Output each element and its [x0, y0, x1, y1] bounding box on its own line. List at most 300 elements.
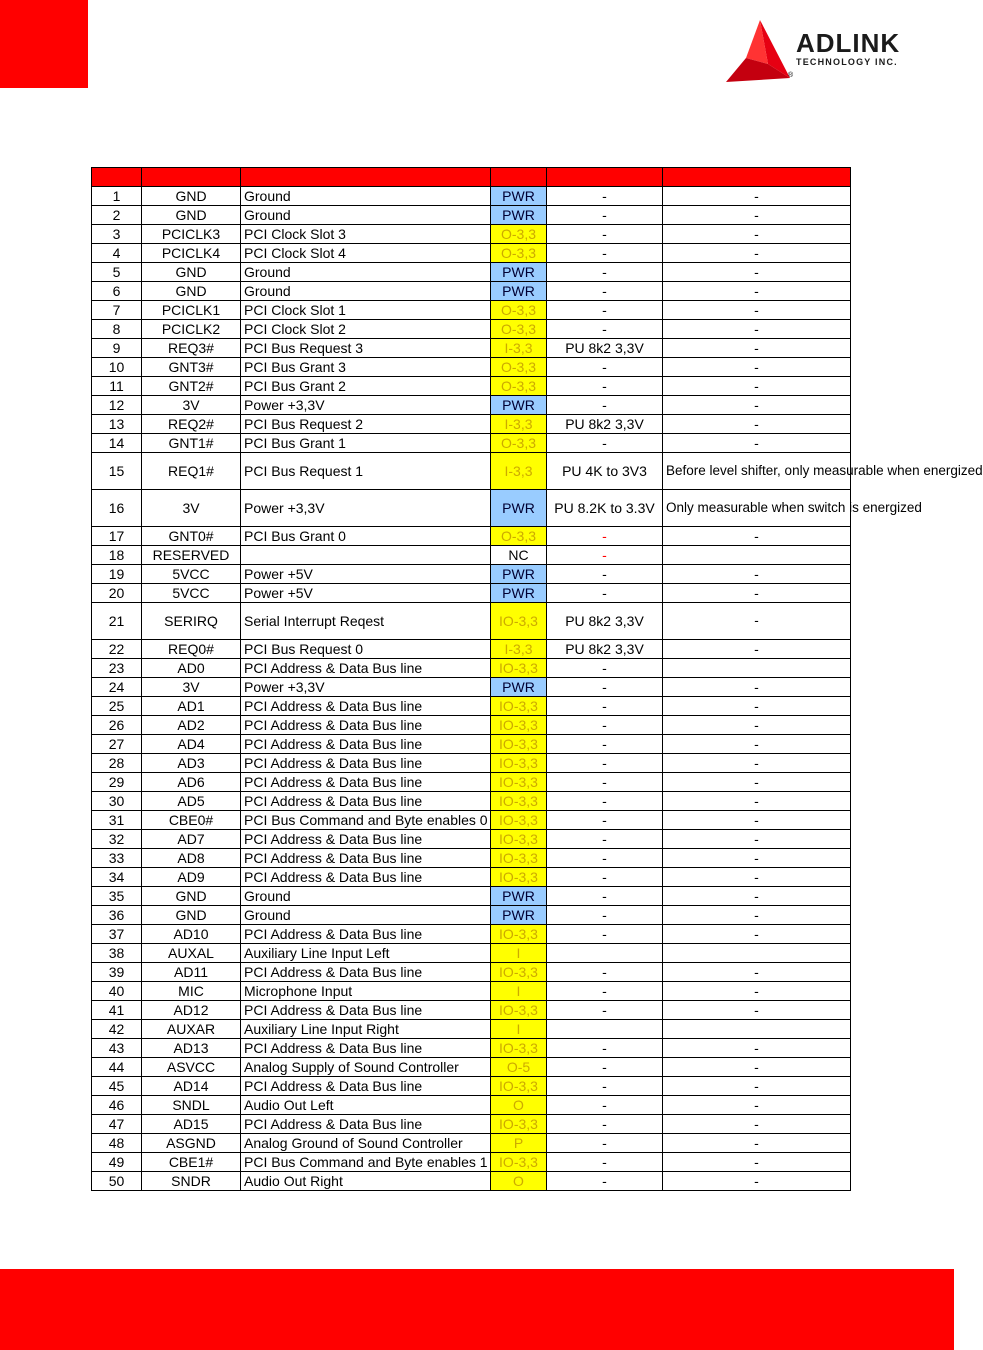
comment-cell: Before level shifter, only measurable when energized [663, 453, 851, 490]
header-comment [663, 168, 851, 187]
comment-cell: - [663, 716, 851, 735]
termination-cell: - [547, 1001, 663, 1020]
termination-cell: - [547, 906, 663, 925]
comment-cell: - [663, 792, 851, 811]
type-cell: IO-3,3 [491, 1077, 547, 1096]
description-cell: PCI Bus Request 0 [241, 640, 491, 659]
termination-cell: - [547, 263, 663, 282]
table-row [92, 792, 851, 811]
table-row [92, 603, 851, 640]
description-cell: PCI Address & Data Bus line [241, 963, 491, 982]
comment-cell: - [663, 282, 851, 301]
table-row [92, 887, 851, 906]
table-row [92, 640, 851, 659]
description-cell: PCI Bus Grant 0 [241, 527, 491, 546]
termination-cell: - [547, 527, 663, 546]
comment-cell: - [663, 982, 851, 1001]
comment-cell: - [663, 1115, 851, 1134]
type-cell: PWR [491, 396, 547, 415]
type-cell: IO-3,3 [491, 603, 547, 640]
signal-cell: 3V [142, 678, 241, 697]
termination-cell: - [547, 1134, 663, 1153]
type-cell: IO-3,3 [491, 754, 547, 773]
table-row [92, 527, 851, 546]
signal-cell: AD15 [142, 1115, 241, 1134]
type-cell: I [491, 982, 547, 1001]
description-cell: PCI Bus Request 1 [241, 453, 491, 490]
signal-cell: 5VCC [142, 565, 241, 584]
comment-cell: - [663, 697, 851, 716]
brand-subtitle: TECHNOLOGY INC. [796, 57, 898, 67]
description-cell: PCI Address & Data Bus line [241, 868, 491, 887]
comment-cell: - [663, 1001, 851, 1020]
description-cell: Serial Interrupt Reqest [241, 603, 491, 640]
description-cell: PCI Address & Data Bus line [241, 716, 491, 735]
signal-cell: AD4 [142, 735, 241, 754]
table-row [92, 584, 851, 603]
comment-cell: - [663, 434, 851, 453]
table-row [92, 1115, 851, 1134]
table-header-row [92, 168, 851, 187]
description-cell: Power +5V [241, 584, 491, 603]
type-cell: PWR [491, 490, 547, 527]
comment-cell: - [663, 830, 851, 849]
pin-cell: 29 [92, 773, 142, 792]
description-cell: PCI Bus Grant 1 [241, 434, 491, 453]
pin-cell: 8 [92, 320, 142, 339]
pin-cell: 45 [92, 1077, 142, 1096]
type-cell: PWR [491, 187, 547, 206]
table-row [92, 358, 851, 377]
adlink-logo [724, 20, 936, 84]
table-row [92, 263, 851, 282]
type-cell: IO-3,3 [491, 849, 547, 868]
pin-cell: 33 [92, 849, 142, 868]
description-cell: PCI Address & Data Bus line [241, 735, 491, 754]
table-row [92, 1172, 851, 1191]
description-cell: PCI Address & Data Bus line [241, 792, 491, 811]
table-row [92, 1096, 851, 1115]
type-cell: O-5 [491, 1058, 547, 1077]
type-cell: IO-3,3 [491, 868, 547, 887]
signal-cell: GNT2# [142, 377, 241, 396]
signal-cell: PCICLK3 [142, 225, 241, 244]
type-cell: PWR [491, 565, 547, 584]
termination-cell: - [547, 887, 663, 906]
table-row [92, 225, 851, 244]
signal-cell: SERIRQ [142, 603, 241, 640]
pin-cell: 16 [92, 490, 142, 527]
termination-cell: - [547, 1096, 663, 1115]
signal-cell: REQ3# [142, 339, 241, 358]
comment-cell: - [663, 640, 851, 659]
termination-cell: - [547, 1172, 663, 1191]
termination-cell: - [547, 434, 663, 453]
pin-cell: 42 [92, 1020, 142, 1039]
type-cell: O-3,3 [491, 377, 547, 396]
comment-cell: - [663, 849, 851, 868]
signal-cell: PCICLK1 [142, 301, 241, 320]
table-row [92, 339, 851, 358]
description-cell: PCI Clock Slot 3 [241, 225, 491, 244]
signal-cell: AD6 [142, 773, 241, 792]
signal-cell: AD1 [142, 697, 241, 716]
pin-cell: 26 [92, 716, 142, 735]
signal-cell: ASGND [142, 1134, 241, 1153]
comment-cell: - [663, 358, 851, 377]
description-cell: PCI Address & Data Bus line [241, 773, 491, 792]
description-cell [241, 546, 491, 565]
comment-cell: - [663, 377, 851, 396]
comment-cell: - [663, 811, 851, 830]
type-cell: I-3,3 [491, 640, 547, 659]
description-cell: Analog Ground of Sound Controller [241, 1134, 491, 1153]
comment-cell: - [663, 339, 851, 358]
comment-cell: - [663, 1153, 851, 1172]
table-row [92, 773, 851, 792]
termination-cell: - [547, 754, 663, 773]
comment-cell: Only measurable when switch is energized [663, 490, 851, 527]
pin-cell: 31 [92, 811, 142, 830]
description-cell: PCI Bus Request 3 [241, 339, 491, 358]
table-row [92, 1077, 851, 1096]
comment-cell: - [663, 1077, 851, 1096]
termination-cell: - [547, 1153, 663, 1172]
description-cell: Power +3,3V [241, 396, 491, 415]
description-cell: PCI Address & Data Bus line [241, 849, 491, 868]
pin-cell: 11 [92, 377, 142, 396]
termination-cell: - [547, 565, 663, 584]
type-cell: NC [491, 546, 547, 565]
pin-cell: 14 [92, 434, 142, 453]
type-cell: PWR [491, 887, 547, 906]
triangle-logo-icon [724, 20, 790, 84]
signal-cell: SNDL [142, 1096, 241, 1115]
signal-cell: AUXAR [142, 1020, 241, 1039]
header-type [491, 168, 547, 187]
pin-cell: 46 [92, 1096, 142, 1115]
signal-cell: GND [142, 187, 241, 206]
pin-cell: 34 [92, 868, 142, 887]
signal-cell: RESERVED [142, 546, 241, 565]
table-row [92, 906, 851, 925]
termination-cell: - [547, 1077, 663, 1096]
signal-cell: AD9 [142, 868, 241, 887]
signal-cell: GND [142, 887, 241, 906]
description-cell: PCI Clock Slot 2 [241, 320, 491, 339]
pin-cell: 13 [92, 415, 142, 434]
type-cell: IO-3,3 [491, 697, 547, 716]
table-row [92, 925, 851, 944]
signal-cell: MIC [142, 982, 241, 1001]
table-row [92, 282, 851, 301]
type-cell: O-3,3 [491, 301, 547, 320]
termination-cell: - [547, 925, 663, 944]
description-cell: Ground [241, 263, 491, 282]
type-cell: O-3,3 [491, 434, 547, 453]
comment-cell: - [663, 244, 851, 263]
header-pin [92, 168, 142, 187]
termination-cell: PU 8k2 3,3V [547, 415, 663, 434]
signal-cell: AUXAL [142, 944, 241, 963]
termination-cell: - [547, 320, 663, 339]
type-cell: IO-3,3 [491, 735, 547, 754]
termination-cell: - [547, 187, 663, 206]
termination-cell: - [547, 982, 663, 1001]
pin-cell: 1 [92, 187, 142, 206]
pin-cell: 10 [92, 358, 142, 377]
comment-cell: - [663, 868, 851, 887]
table-row [92, 301, 851, 320]
pin-cell: 30 [92, 792, 142, 811]
signal-cell: AD11 [142, 963, 241, 982]
pin-cell: 20 [92, 584, 142, 603]
signal-cell: GNT3# [142, 358, 241, 377]
type-cell: PWR [491, 678, 547, 697]
table-row [92, 1001, 851, 1020]
termination-cell: PU 8k2 3,3V [547, 603, 663, 640]
comment-cell: - [663, 415, 851, 434]
type-cell: PWR [491, 282, 547, 301]
pin-cell: 27 [92, 735, 142, 754]
table-row [92, 963, 851, 982]
termination-cell: - [547, 792, 663, 811]
signal-cell: AD2 [142, 716, 241, 735]
type-cell: PWR [491, 906, 547, 925]
table-row [92, 830, 851, 849]
type-cell: IO-3,3 [491, 792, 547, 811]
type-cell: I-3,3 [491, 453, 547, 490]
signal-cell: 3V [142, 490, 241, 527]
type-cell: P [491, 1134, 547, 1153]
pin-cell: 32 [92, 830, 142, 849]
table-row [92, 659, 851, 678]
signal-cell: AD13 [142, 1039, 241, 1058]
table-row [92, 187, 851, 206]
signal-cell: 5VCC [142, 584, 241, 603]
type-cell: IO-3,3 [491, 1153, 547, 1172]
type-cell: IO-3,3 [491, 925, 547, 944]
type-cell: IO-3,3 [491, 830, 547, 849]
comment-cell: - [663, 584, 851, 603]
pin-cell: 7 [92, 301, 142, 320]
comment-cell: - [663, 678, 851, 697]
comment-cell: - [663, 527, 851, 546]
pin-cell: 12 [92, 396, 142, 415]
table-row [92, 868, 851, 887]
type-cell: IO-3,3 [491, 811, 547, 830]
comment-cell: - [663, 396, 851, 415]
signal-cell: AD12 [142, 1001, 241, 1020]
signal-cell: ASVCC [142, 1058, 241, 1077]
termination-cell: - [547, 659, 663, 678]
termination-cell: - [547, 735, 663, 754]
comment-cell [663, 659, 851, 678]
comment-cell: - [663, 225, 851, 244]
table-row [92, 206, 851, 225]
termination-cell: PU 8.2K to 3.3V [547, 490, 663, 527]
description-cell: Audio Out Right [241, 1172, 491, 1191]
description-cell: PCI Address & Data Bus line [241, 754, 491, 773]
type-cell: I [491, 944, 547, 963]
pin-cell: 4 [92, 244, 142, 263]
comment-cell: - [663, 1172, 851, 1191]
table-row [92, 434, 851, 453]
comment-cell [663, 1020, 851, 1039]
pin-cell: 3 [92, 225, 142, 244]
description-cell: PCI Address & Data Bus line [241, 925, 491, 944]
table-row [92, 565, 851, 584]
description-cell: Analog Supply of Sound Controller [241, 1058, 491, 1077]
registered-mark: ® [788, 72, 794, 79]
comment-cell: - [663, 1096, 851, 1115]
comment-cell: - [663, 754, 851, 773]
termination-cell: - [547, 716, 663, 735]
comment-cell: - [663, 603, 851, 640]
table-row [92, 754, 851, 773]
signal-cell: 3V [142, 396, 241, 415]
description-cell: PCI Bus Command and Byte enables 0 [241, 811, 491, 830]
termination-cell: - [547, 358, 663, 377]
pin-cell: 48 [92, 1134, 142, 1153]
comment-cell: - [663, 773, 851, 792]
description-cell: Ground [241, 887, 491, 906]
type-cell: IO-3,3 [491, 1115, 547, 1134]
description-cell: Ground [241, 906, 491, 925]
type-cell: O-3,3 [491, 358, 547, 377]
type-cell: O [491, 1172, 547, 1191]
signal-cell: GND [142, 906, 241, 925]
description-cell: PCI Address & Data Bus line [241, 830, 491, 849]
termination-cell [547, 944, 663, 963]
termination-cell [547, 1020, 663, 1039]
table-row [92, 735, 851, 754]
type-cell: IO-3,3 [491, 659, 547, 678]
termination-cell: - [547, 963, 663, 982]
type-cell: IO-3,3 [491, 963, 547, 982]
footer-bar [0, 1269, 954, 1350]
description-cell: Power +5V [241, 565, 491, 584]
pin-cell: 47 [92, 1115, 142, 1134]
pin-cell: 39 [92, 963, 142, 982]
comment-cell: - [663, 1039, 851, 1058]
pin-cell: 15 [92, 453, 142, 490]
signal-cell: AD10 [142, 925, 241, 944]
termination-cell: - [547, 225, 663, 244]
pin-cell: 24 [92, 678, 142, 697]
table-row [92, 697, 851, 716]
pin-cell: 43 [92, 1039, 142, 1058]
table-row [92, 849, 851, 868]
signal-cell: GND [142, 282, 241, 301]
description-cell: Ground [241, 187, 491, 206]
table-row [92, 716, 851, 735]
pin-cell: 6 [92, 282, 142, 301]
comment-cell: - [663, 320, 851, 339]
pin-cell: 38 [92, 944, 142, 963]
description-cell: Auxiliary Line Input Right [241, 1020, 491, 1039]
termination-cell: PU 4K to 3V3 [547, 453, 663, 490]
pin-cell: 19 [92, 565, 142, 584]
termination-cell: - [547, 206, 663, 225]
description-cell: PCI Clock Slot 1 [241, 301, 491, 320]
type-cell: O-3,3 [491, 244, 547, 263]
pin-cell: 50 [92, 1172, 142, 1191]
pin-cell: 18 [92, 546, 142, 565]
description-cell: PCI Address & Data Bus line [241, 1001, 491, 1020]
description-cell: PCI Address & Data Bus line [241, 659, 491, 678]
table-row [92, 453, 851, 490]
description-cell: PCI Address & Data Bus line [241, 1077, 491, 1096]
termination-cell: - [547, 584, 663, 603]
pin-cell: 5 [92, 263, 142, 282]
pin-cell: 28 [92, 754, 142, 773]
signal-cell: GNT1# [142, 434, 241, 453]
pin-cell: 40 [92, 982, 142, 1001]
type-cell: PWR [491, 206, 547, 225]
type-cell: I-3,3 [491, 339, 547, 358]
description-cell: Microphone Input [241, 982, 491, 1001]
termination-cell: - [547, 244, 663, 263]
description-cell: PCI Bus Grant 3 [241, 358, 491, 377]
pin-cell: 17 [92, 527, 142, 546]
signal-cell: SNDR [142, 1172, 241, 1191]
signal-cell: PCICLK4 [142, 244, 241, 263]
signal-cell: CBE0# [142, 811, 241, 830]
signal-cell: GND [142, 263, 241, 282]
comment-cell: - [663, 906, 851, 925]
signal-cell: AD5 [142, 792, 241, 811]
pin-cell: 2 [92, 206, 142, 225]
signal-cell: REQ1# [142, 453, 241, 490]
termination-cell: - [547, 849, 663, 868]
table-row [92, 320, 851, 339]
corner-accent-block [0, 0, 88, 88]
comment-cell [663, 546, 851, 565]
pin-cell: 22 [92, 640, 142, 659]
signal-cell: PCICLK2 [142, 320, 241, 339]
comment-cell: - [663, 1134, 851, 1153]
signal-cell: CBE1# [142, 1153, 241, 1172]
table-row [92, 415, 851, 434]
pin-cell: 21 [92, 603, 142, 640]
header-signal [142, 168, 241, 187]
termination-cell: - [547, 1058, 663, 1077]
table-row [92, 811, 851, 830]
signal-cell: AD0 [142, 659, 241, 678]
signal-cell: REQ0# [142, 640, 241, 659]
termination-cell: - [547, 811, 663, 830]
header-termination [547, 168, 663, 187]
comment-cell: - [663, 187, 851, 206]
comment-cell: - [663, 206, 851, 225]
table-row [92, 396, 851, 415]
signal-cell: GND [142, 206, 241, 225]
termination-cell: - [547, 282, 663, 301]
comment-cell: - [663, 301, 851, 320]
termination-cell: - [547, 546, 663, 565]
description-cell: PCI Address & Data Bus line [241, 1115, 491, 1134]
termination-cell: - [547, 301, 663, 320]
signal-cell: AD14 [142, 1077, 241, 1096]
table-body [92, 187, 983, 1191]
signal-cell: GNT0# [142, 527, 241, 546]
termination-cell: - [547, 678, 663, 697]
type-cell: IO-3,3 [491, 773, 547, 792]
pin-cell: 44 [92, 1058, 142, 1077]
comment-cell: - [663, 1058, 851, 1077]
description-cell: PCI Bus Grant 2 [241, 377, 491, 396]
